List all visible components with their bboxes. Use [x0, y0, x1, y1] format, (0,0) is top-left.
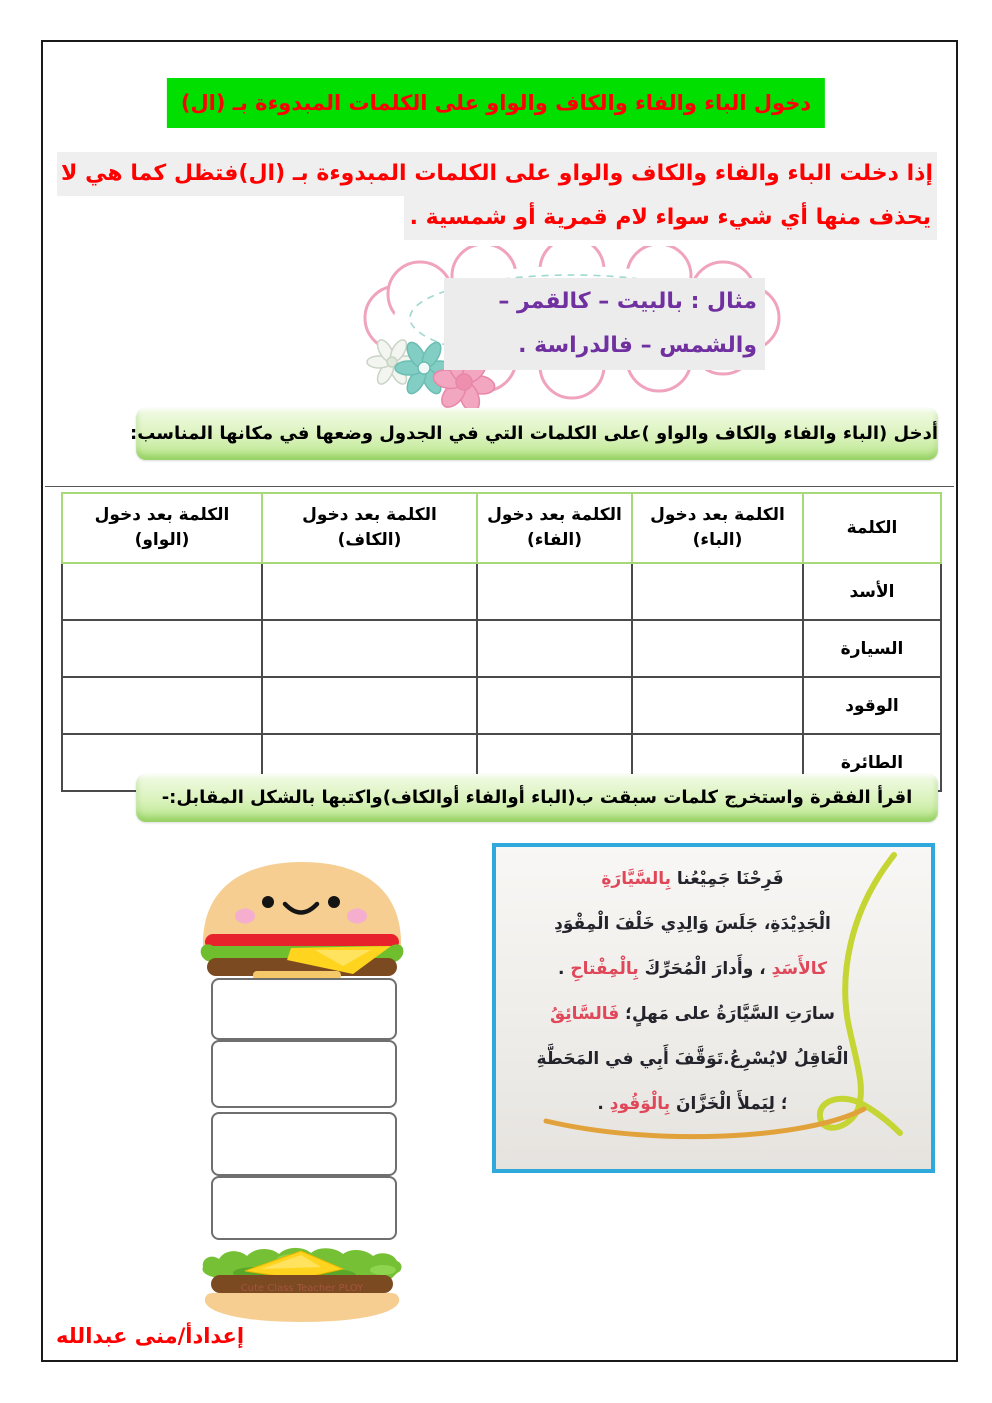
answer-cell[interactable] — [632, 677, 803, 734]
intro-line-1: إذا دخلت الباء والفاء والكاف والواو على الكلمات المبدوءة بـ (ال)فتظل كما هي لا — [57, 152, 937, 196]
story-line — [512, 902, 873, 947]
story-highlighted-word: بِالْوَقُودِ — [609, 1094, 671, 1114]
answer-cell[interactable] — [632, 620, 803, 677]
story-line — [512, 1082, 873, 1127]
answer-cell[interactable] — [62, 563, 262, 620]
table-row — [62, 563, 941, 620]
answer-cell[interactable] — [477, 563, 632, 620]
burger-activity — [195, 858, 410, 1333]
word-cell: السيارة — [803, 620, 941, 677]
word-cell: الوقود — [803, 677, 941, 734]
answer-cell[interactable] — [477, 620, 632, 677]
table-top-rule — [45, 486, 954, 487]
story-segment: ، وأَدارَ الْمُحَرِّكَ — [638, 959, 772, 979]
answer-cell[interactable] — [477, 677, 632, 734]
story-segment: ؛ لِيَملأَ الْخَزَّانَ — [670, 1094, 788, 1114]
answer-cell[interactable] — [632, 563, 803, 620]
story-line — [512, 1037, 873, 1082]
answer-cell[interactable] — [62, 620, 262, 677]
burger-top-illustration — [195, 858, 410, 978]
answer-cell[interactable] — [262, 563, 477, 620]
watermark-text: Cute Class Teacher PLOY — [240, 1283, 364, 1294]
burger-answer-box[interactable] — [211, 1112, 397, 1176]
word-cell: الطائرة — [803, 734, 941, 791]
example-cloud — [362, 246, 787, 408]
story-segment: . — [557, 959, 571, 979]
story-line — [512, 992, 873, 1037]
example-line-1: مثال : بالبيت – كالقمر – — [498, 289, 757, 314]
example-text — [444, 278, 765, 370]
author-credit: إعدادأ/منى عبدالله — [56, 1324, 245, 1348]
story-segment: سارَتِ السَّيَّارَةُ على مَهلٍ؛ — [619, 1004, 836, 1024]
answer-cell[interactable] — [262, 620, 477, 677]
story-highlighted-word: كالأَسَدِ — [771, 959, 828, 979]
header-faa: الكلمة بعد دخول (الفاء) — [477, 493, 632, 563]
story-highlighted-word: فَالسَّائِقُ — [549, 1004, 620, 1024]
word-cell: الأسد — [803, 563, 941, 620]
instruction-bar-2: اقرأ الفقرة واستخرج كلمات سبقت ب(الباء أوالفاء أوالكاف)واكتبها بالشكل المقابل:- — [136, 774, 938, 822]
story-segment: . — [597, 1094, 610, 1114]
table-row — [62, 677, 941, 734]
burger-answer-box[interactable] — [211, 978, 397, 1040]
header-baa: الكلمة بعد دخول (الباء) — [632, 493, 803, 563]
table-header-row — [62, 493, 941, 563]
header-word: الكلمة — [803, 493, 941, 563]
table-row — [62, 620, 941, 677]
intro-line-2: يحذف منها أي شيء سواء لام قمرية أو شمسية . — [404, 196, 937, 240]
story-highlighted-word: بِالسَّيَّارَةِ — [601, 869, 671, 889]
story-box — [492, 843, 935, 1173]
burger-bottom-illustration — [195, 1243, 410, 1323]
story-segment: فَرِحْنَا جَمِيْعُنا — [670, 869, 784, 889]
words-table — [61, 492, 942, 792]
story-text — [496, 847, 931, 1169]
story-line — [512, 947, 873, 992]
story-line — [512, 857, 873, 902]
burger-answer-box[interactable] — [211, 1176, 397, 1240]
story-segment: الْعَاقِلُ لايُسْرِعُ.تَوَقَّفَ أَبِي في المَحَطَّةِ — [536, 1049, 849, 1069]
header-waw: الكلمة بعد دخول (الواو) — [62, 493, 262, 563]
answer-cell[interactable] — [62, 677, 262, 734]
intro-paragraph — [57, 152, 937, 240]
answer-cell[interactable] — [262, 677, 477, 734]
burger-answer-box[interactable] — [211, 1040, 397, 1108]
instruction-bar-1: أدخل (الباء والفاء والكاف والواو )على الكلمات التي في الجدول وضعها في مكانها المناسب: — [136, 408, 938, 460]
example-line-2: والشمس – فالدراسة . — [518, 333, 757, 358]
story-highlighted-word: بِالْمِفْتاحِ — [570, 959, 639, 979]
page-title: دخول الباء والفاء والكاف والواو على الكلمات المبدوءة بـ (ال) — [167, 78, 825, 128]
header-kaf: الكلمة بعد دخول (الكاف) — [262, 493, 477, 563]
story-segment: الْجَدِيْدَةِ، جَلَسَ وَالِدِي خَلْفَ الْمِقْوَدِ — [554, 914, 831, 934]
